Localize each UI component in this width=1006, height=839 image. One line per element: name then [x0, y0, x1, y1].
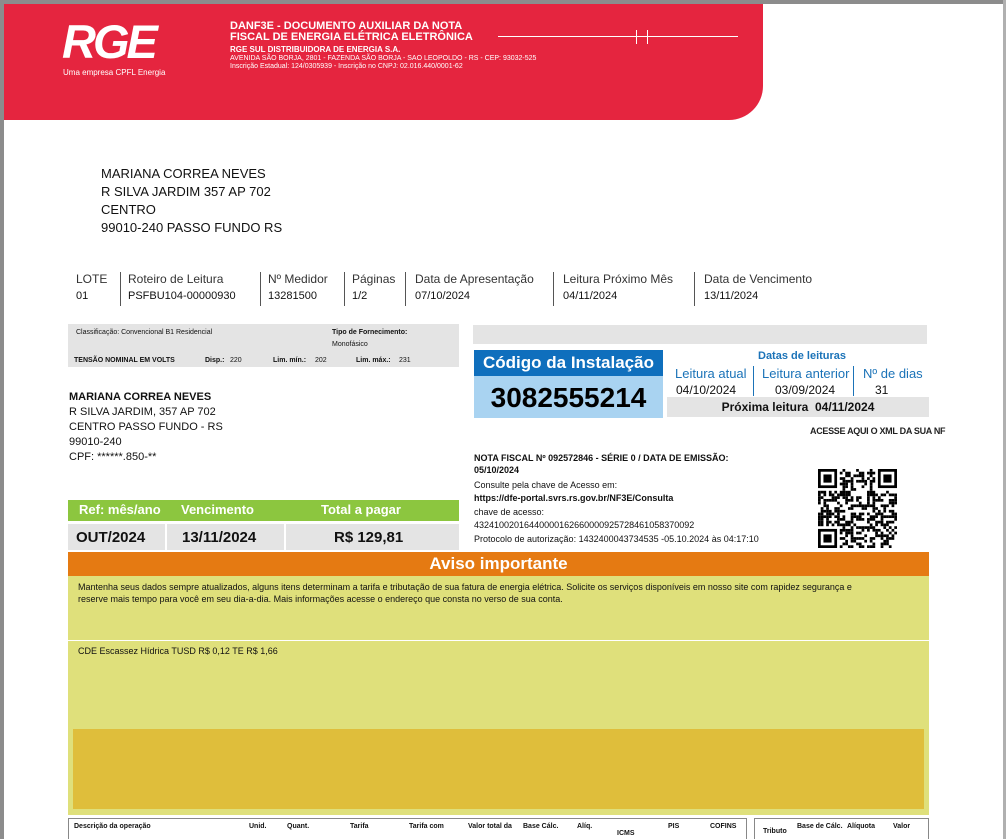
- customer-street: R SILVA JARDIM, 357 AP 702: [69, 406, 216, 418]
- customer-zip: 99010-240: [69, 436, 122, 448]
- message-gold-area: [73, 729, 924, 809]
- disp-value: 220: [230, 357, 242, 364]
- col-valor-total: Valor total da: [468, 823, 512, 830]
- meta-label: Data de Vencimento: [704, 272, 813, 286]
- customer-cpf: CPF: ******.850-**: [69, 451, 157, 463]
- disp-label: Disp.:: [205, 357, 225, 364]
- installation-top-bar: [473, 325, 927, 344]
- customer-city: CENTRO PASSO FUNDO - RS: [69, 421, 223, 433]
- max-label: Lim. máx.:: [356, 357, 391, 364]
- reading-days-label: Nº de dias: [863, 366, 923, 381]
- document-title-line1: DANF3E - DOCUMENTO AUXILIAR DA NOTA: [230, 20, 463, 32]
- meta-divider: [405, 272, 406, 306]
- meta-label: Nº Medidor: [268, 272, 328, 286]
- reading-divider: [853, 366, 854, 396]
- min-label: Lim. mín.:: [273, 357, 307, 364]
- summary-divider: [165, 524, 167, 550]
- max-value: 231: [399, 357, 411, 364]
- summary-due-label: Vencimento: [181, 502, 254, 517]
- next-reading-value: 04/11/2024: [814, 400, 875, 414]
- meta-value: 13281500: [268, 290, 317, 302]
- classification-text: Classificação: Convencional B1 Residencial: [76, 329, 213, 336]
- header-decoration-line: [498, 36, 650, 37]
- meta-divider: [120, 272, 121, 306]
- meta-divider: [344, 272, 345, 306]
- qr-code-icon: [818, 469, 897, 548]
- notice-text: Mantenha seus dados sempre atualizados, alguns itens determinam a tarifa e tributação de sua fatura de energia elétrica. Solicite os serviços disponíveis em nosso site com rapidez segurança e reserve mais tempo para você em seu dia-a-dia. Mais informações acesse o endereço que consta no verso de sua conta.: [78, 582, 852, 604]
- items-table-header: [68, 818, 747, 839]
- mailing-name: MARIANA CORREA NEVES: [101, 166, 266, 181]
- meta-value: 07/10/2024: [415, 290, 471, 302]
- col-base-calc-rs: Base de Cálc.: [797, 823, 843, 830]
- header-decoration-tick: [636, 30, 637, 44]
- invoice-issue-date: 05/10/2024: [474, 465, 520, 475]
- invoice-access-key: 43241002016440000162660000925728461058370092: [474, 520, 695, 530]
- summary-values: [68, 524, 459, 550]
- col-valor: Valor: [893, 823, 911, 830]
- col-pis: PIS: [668, 823, 680, 830]
- company-logo: RGE: [62, 15, 155, 68]
- summary-total-label: Total a pagar: [321, 502, 401, 517]
- meta-label: Leitura Próximo Mês: [563, 272, 674, 286]
- invoice-key-label: chave de acesso:: [474, 507, 545, 517]
- document-title-line2: FISCAL DE ENERGIA ELÉTRICA ELETRÔNICA: [230, 31, 473, 43]
- summary-ref-label: Ref: mês/ano: [79, 502, 161, 517]
- mailing-district: CENTRO: [101, 202, 156, 217]
- summary-divider: [284, 524, 286, 550]
- reading-dates-heading: Datas de leituras: [758, 350, 847, 362]
- meta-proximo-mes: [563, 272, 673, 306]
- meta-label: LOTE: [76, 272, 108, 286]
- summary-due-value: 13/11/2024: [182, 529, 257, 546]
- meta-vencimento: [704, 272, 812, 306]
- tension-label: TENSÃO NOMINAL EM VOLTS: [74, 357, 175, 364]
- meta-value: 1/2: [352, 290, 368, 302]
- reading-days-value: 31: [875, 383, 889, 397]
- installation-code: 3082555214: [474, 376, 663, 418]
- invoice-protocol: Protocolo de autorização: 1432400043734535 -05.10.2024 às 04:17:10: [474, 534, 759, 544]
- meta-divider: [694, 272, 695, 306]
- col-tributo: Tributo: [763, 828, 787, 835]
- reading-current-label: Leitura atual: [675, 366, 747, 381]
- mailing-city: 99010-240 PASSO FUNDO RS: [101, 220, 283, 235]
- cde-charge-text: CDE Escassez Hídrica TUSD R$ 0,12 TE R$ 1,66: [78, 646, 278, 656]
- supply-type-value: Monofásico: [332, 341, 368, 348]
- header-decoration-line: [648, 36, 738, 37]
- col-tarifa-com: Tarifa com: [409, 823, 444, 830]
- notice-title: Aviso importante: [68, 552, 929, 576]
- meta-divider: [553, 272, 554, 306]
- meta-paginas: [352, 272, 395, 306]
- col-icms: ICMS: [617, 830, 635, 837]
- reading-divider: [753, 366, 754, 396]
- meta-lote: [76, 272, 107, 306]
- next-reading: [667, 397, 929, 417]
- company-registration: Inscrição Estadual: 124/0305939 - Inscrição no CNPJ: 02.016.440/0001-62: [230, 63, 463, 70]
- meta-roteiro: [128, 272, 236, 306]
- header-decoration-tick: [647, 30, 648, 44]
- company-name: RGE SUL DISTRIBUIDORA DE ENERGIA S.A.: [230, 45, 401, 54]
- col-base-calc: Base Cálc.: [523, 823, 559, 830]
- reading-previous-value: 03/09/2024: [775, 383, 836, 397]
- summary-ref-value: OUT/2024: [76, 529, 146, 546]
- summary-header: [68, 500, 459, 521]
- page-edge-left: [0, 0, 4, 839]
- meta-medidor: [268, 272, 328, 306]
- summary-total-value: R$ 129,81: [334, 529, 404, 546]
- reading-current-value: 04/10/2024: [676, 383, 737, 397]
- invoice-consult-text: Consulte pela chave de Acesso em:: [474, 480, 618, 490]
- meta-value: 01: [76, 290, 89, 302]
- customer-name: MARIANA CORREA NEVES: [69, 391, 212, 403]
- col-cofins: COFINS: [710, 823, 737, 830]
- supply-type-label: Tipo de Fornecimento:: [332, 329, 408, 336]
- meta-value: PSFBU104-00000930: [128, 290, 236, 302]
- meta-divider: [260, 272, 261, 306]
- meta-label: Roteiro de Leitura: [128, 272, 224, 286]
- min-value: 202: [315, 357, 327, 364]
- meta-label: Páginas: [352, 272, 396, 286]
- col-unid: Unid.: [249, 823, 267, 830]
- meta-value: 13/11/2024: [704, 290, 759, 302]
- meta-value: 04/11/2024: [563, 290, 618, 302]
- col-aliquota: Alíquota: [847, 823, 875, 830]
- logo-subtitle: Uma empresa CPFL Energia: [63, 68, 166, 77]
- invoice-number: NOTA FISCAL Nº 092572846 - SÉRIE 0 / DATA DE EMISSÃO:: [474, 453, 729, 463]
- installation-title: Código da Instalação: [474, 350, 663, 376]
- invoice-portal-link[interactable]: https://dfe-portal.svrs.rs.gov.br/NF3E/Consulta: [474, 493, 674, 503]
- col-tarifa: Tarifa: [350, 823, 369, 830]
- meta-apresentacao: [415, 272, 534, 306]
- company-address: AVENIDA SÃO BORJA, 2801 - FAZENDA SÃO BORJA - SAO LEOPOLDO - RS - CEP: 93032-525: [230, 55, 537, 62]
- next-reading-label: Próxima leitura: [721, 400, 809, 414]
- meta-label: Data de Apresentação: [415, 272, 534, 286]
- col-quant: Quant.: [287, 823, 310, 830]
- reading-previous-label: Leitura anterior: [762, 366, 850, 381]
- col-desc: Descrição da operação: [74, 823, 151, 830]
- col-aliq: Alíq.: [577, 823, 593, 830]
- mailing-street: R SILVA JARDIM 357 AP 702: [101, 184, 271, 199]
- xml-download-link[interactable]: ACESSE AQUI O XML DA SUA NF: [810, 426, 946, 436]
